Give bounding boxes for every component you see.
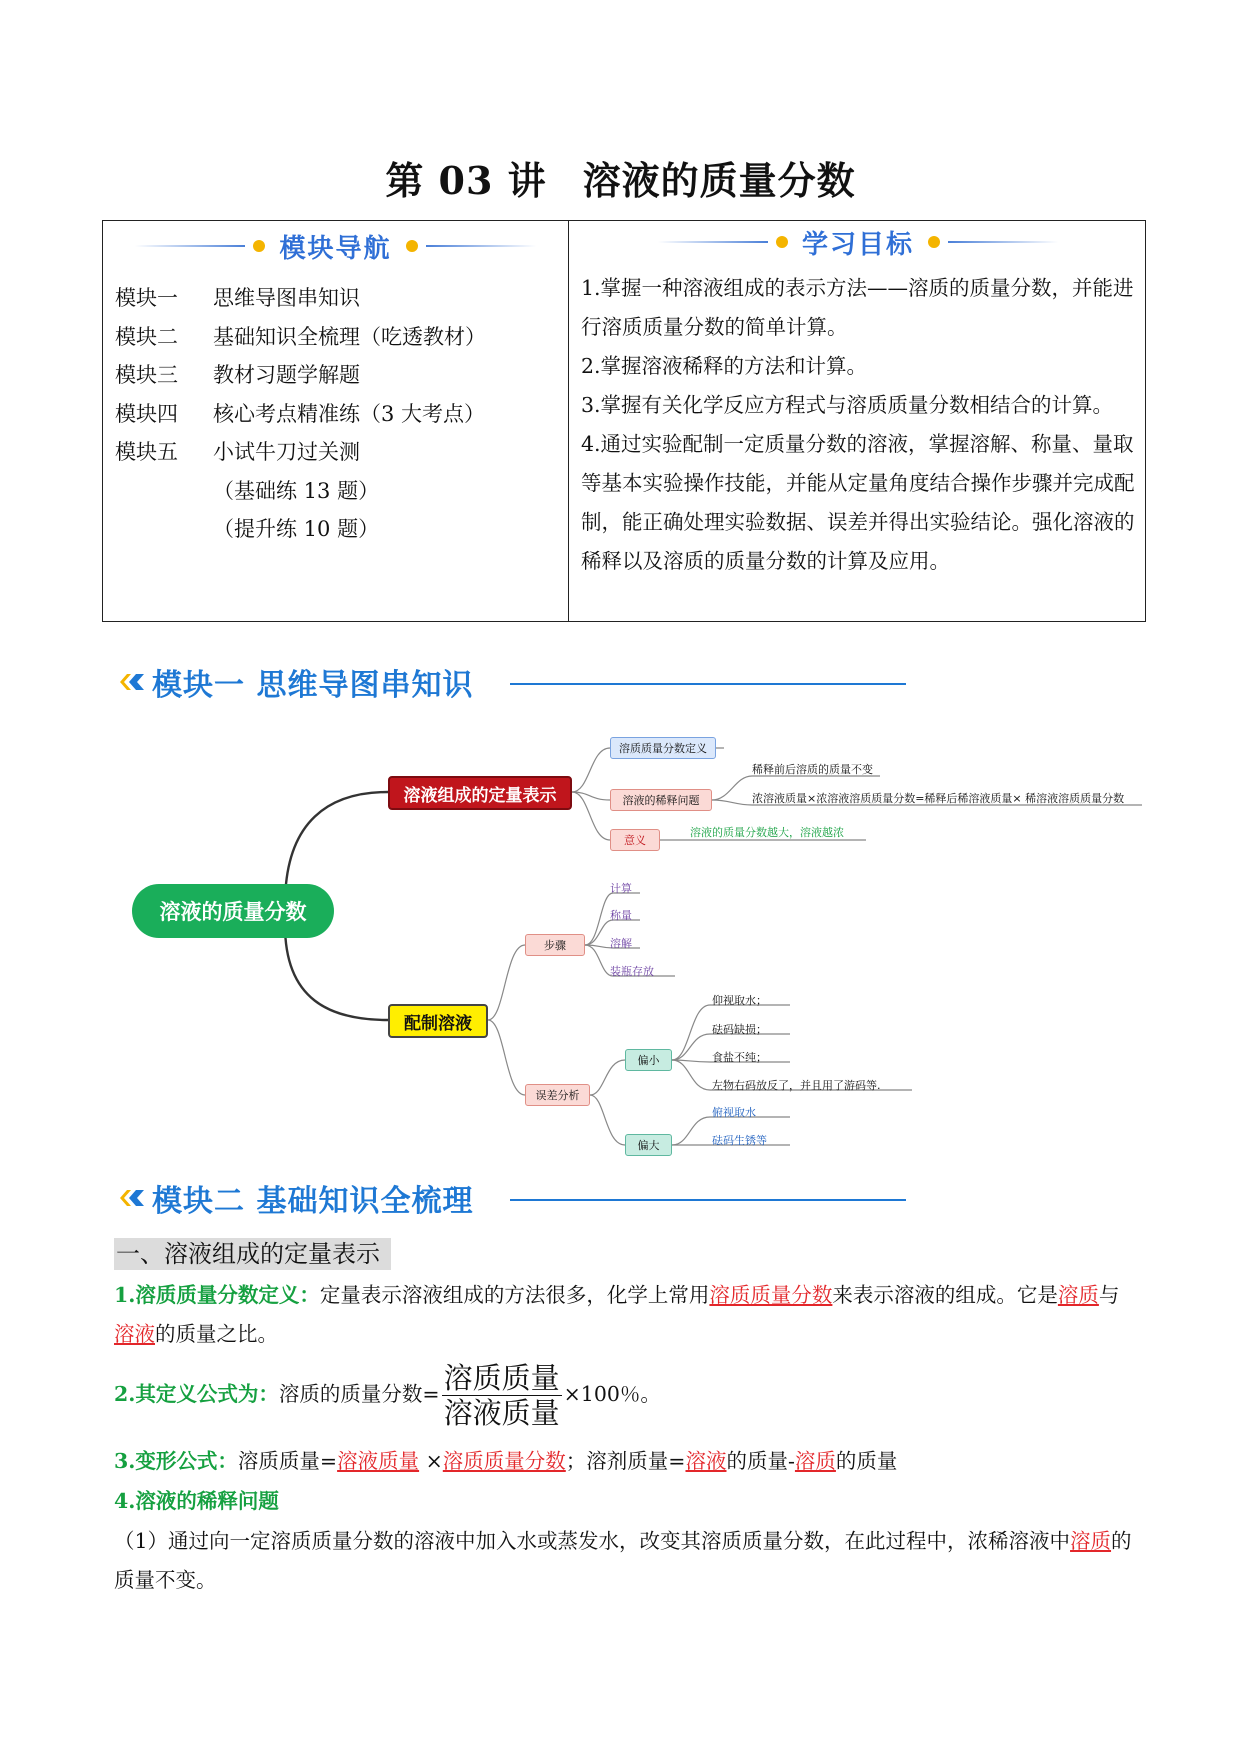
mindmap-leaf: 仰视取水；: [712, 994, 767, 1007]
mindmap-leaf: 称量: [610, 909, 632, 922]
formula-paragraph: 2.其定义公式为：溶质的质量分数= $\frac{\text{溶质质量}}{\text{溶液质量}}$ ×100％。: [114, 1361, 661, 1430]
goal-item: 4.通过实验配制一定质量分数的溶液，掌握溶解、称量、量取等基本实验操作技能，并能从定量角度结合操作步骤并完成配制，能正确处理实验数据、误差并得出实验结论。强化溶液的稀释以及溶质的质量分数的计算及应用。: [581, 432, 1135, 573]
lesson-topic: 溶液的质量分数: [582, 158, 856, 203]
nav-item: （提升练 10 题）: [213, 517, 380, 541]
mindmap-node-steps: 步骤: [525, 934, 585, 956]
mindmap-node-meaning: 意义: [610, 829, 660, 851]
double-chevron-icon: [118, 1186, 146, 1210]
mindmap-leaf: 食盐不纯；: [712, 1051, 767, 1064]
nav-item: 模块五 小试牛刀过关测: [115, 440, 360, 464]
goals-header-label: 学习目标: [801, 229, 914, 260]
mindmap-leaf: 装瓶存放: [610, 965, 654, 978]
mindmap-node-dilution: 溶液的稀释问题: [610, 789, 712, 811]
goal-item: 2.掌握溶液稀释的方法和计算。: [581, 354, 868, 378]
section-heading: 一、溶液组成的定量表示: [114, 1238, 391, 1270]
dilution-paragraph: （1）通过向一定溶质质量分数的溶液中加入水或蒸发水，改变其溶质质量分数，在此过程中，浓稀溶液中溶质的质量不变。: [114, 1529, 1132, 1592]
mindmap-node-small: 偏小: [625, 1049, 672, 1071]
mindmap-branch-prepare: 配制溶液: [388, 1004, 488, 1038]
mindmap-leaf: 溶液的质量分数越大，溶液越浓: [690, 826, 844, 839]
lesson-number: 第 03 讲: [385, 158, 547, 203]
nav-item: （基础练 13 题）: [213, 478, 380, 503]
dilution-heading: 4.溶液的稀释问题: [114, 1489, 279, 1513]
formula-fraction: $\frac{\text{溶质质量}}{\text{溶液质量}}$: [443, 1361, 560, 1430]
nav-header-label: 模块导航: [279, 233, 392, 264]
mindmap-root: 溶液的质量分数: [132, 884, 334, 938]
mindmap-leaf: 俯视取水: [712, 1106, 756, 1119]
mindmap-leaf: 稀释前后溶质的质量不变: [752, 763, 873, 776]
mindmap-leaf: 砝码缺损；: [712, 1023, 767, 1036]
goal-item: 1.掌握一种溶液组成的表示方法——溶质的质量分数，并能进行溶质质量分数的简单计算。: [581, 276, 1134, 339]
mindmap-branch-composition: 溶液组成的定量表示: [388, 776, 572, 810]
module1-title: 模块一 思维导图串知识: [152, 668, 474, 703]
mindmap-leaf: 砝码生锈等: [712, 1134, 767, 1147]
nav-item: 模块一 思维导图串知识: [115, 286, 360, 310]
banner-line: [510, 1199, 906, 1201]
nav-item: 模块四 核心考点精准练（3 大考点）: [115, 401, 486, 426]
mindmap-node-definition: 溶质质量分数定义: [610, 737, 716, 759]
nav-item: 模块三 教材习题学解题: [115, 363, 360, 387]
module2-title: 模块二 基础知识全梳理: [152, 1184, 474, 1219]
goal-item: 3.掌握有关化学反应方程式与溶质质量分数相结合的计算。: [581, 393, 1114, 417]
nav-item: 模块二 基础知识全梳理（吃透教材）: [115, 324, 486, 349]
variant-formula-paragraph: 3.变形公式：溶质质量=溶液质量 ×溶质质量分数；溶剂质量=溶液的质量-溶质的质量: [114, 1449, 898, 1473]
mindmap-leaf: 左物右码放反了，并且用了游码等.: [712, 1079, 881, 1092]
mindmap-leaf: 计算: [610, 882, 632, 895]
module2-banner: [118, 1176, 473, 1220]
mindmap-node-big: 偏大: [625, 1134, 672, 1156]
mindmap-node-error: 误差分析: [525, 1084, 590, 1106]
mindmap-leaf: 浓溶液质量×浓溶液溶质质量分数=稀释后稀溶液质量× 稀溶液溶质质量分数: [752, 792, 1125, 805]
definition-paragraph: 1.溶质质量分数定义：定量表示溶液组成的方法很多，化学上常用溶质质量分数来表示溶液的组成。它是溶质与溶液的质量之比。: [114, 1283, 1120, 1346]
mindmap-leaf: 溶解: [610, 937, 632, 950]
